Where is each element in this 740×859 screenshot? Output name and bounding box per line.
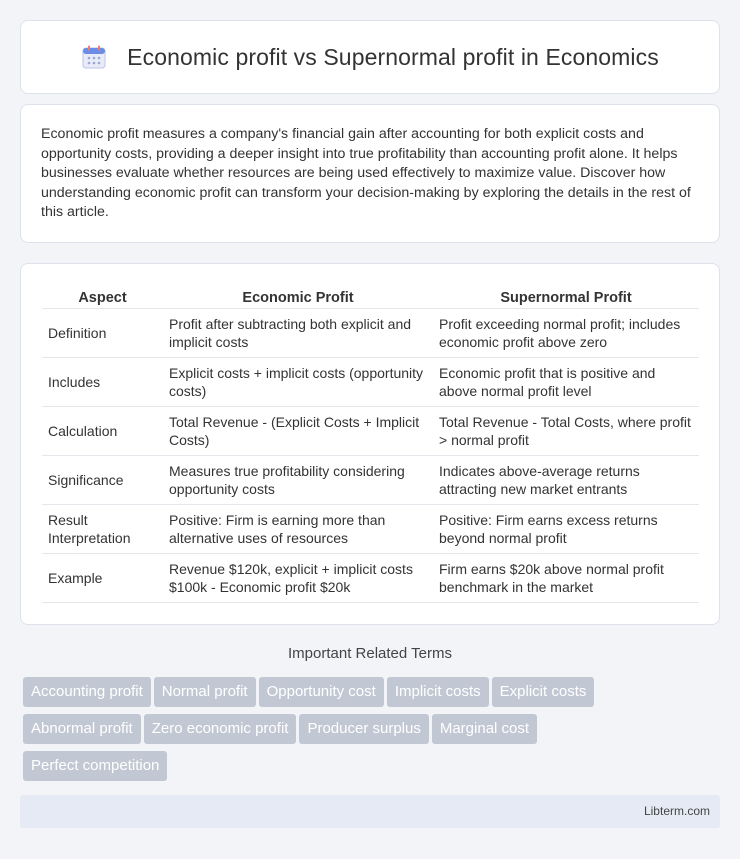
intro-card [20,104,720,243]
header-economic-profit: Economic Profit [163,284,433,308]
row-economic: Profit after subtracting both explicit and implicit costs [163,308,433,357]
tag-normal-profit[interactable]: Normal profit [154,677,256,707]
row-supernormal: Indicates above-average returns attracting new market entrants [433,455,699,504]
table-row [42,308,699,357]
row-aspect: Result Interpretation [42,504,163,553]
row-economic: Revenue $120k, explicit + implicit costs $100k - Economic profit $20k [163,553,433,602]
table-header-row [42,284,699,308]
header-aspect: Aspect [42,284,163,308]
comparison-table [42,284,699,603]
row-aspect: Calculation [42,406,163,455]
footer-site-link[interactable]: Libterm.com [643,804,710,818]
table-row [42,406,699,455]
tag-perfect-competition[interactable]: Perfect competition [23,751,167,781]
tag-marginal-cost[interactable]: Marginal cost [432,714,537,744]
calendar-icon [81,44,107,70]
tag-abnormal-profit[interactable]: Abnormal profit [23,714,141,744]
row-supernormal: Economic profit that is positive and above normal profit level [433,357,699,406]
tag-accounting-profit[interactable]: Accounting profit [23,677,151,707]
page-title: Economic profit vs Supernormal profit in Economics [127,43,659,70]
row-supernormal: Profit exceeding normal profit; includes economic profit above zero [433,308,699,357]
intro-text: Economic profit measures a company's financial gain after accounting for both explicit costs and opportunity costs, providing a deeper insight into true profitability than accounting profit alone. It helps businesses evaluate whether resources are being used effectively to maximize value. Discover how understanding economic profit can transform your decision-making by exploring the details in the rest of this article. [41,126,691,221]
comparison-card [20,263,720,625]
row-supernormal: Total Revenue - Total Costs, where profit > normal profit [433,406,699,455]
row-supernormal: Firm earns $20k above normal profit benchmark in the market [433,553,699,602]
header-supernormal-profit: Supernormal Profit [433,284,699,308]
row-aspect: Example [42,553,163,602]
row-economic: Positive: Firm is earning more than alternative uses of resources [163,504,433,553]
related-terms-title: Important Related Terms [288,645,452,662]
row-economic: Total Revenue - (Explicit Costs + Implicit Costs) [163,406,433,455]
tag-producer-surplus[interactable]: Producer surplus [299,714,428,744]
tag-explicit-costs[interactable]: Explicit costs [492,677,595,707]
row-economic: Explicit costs + implicit costs (opportunity costs) [163,357,433,406]
table-row [42,357,699,406]
row-aspect: Definition [42,308,163,357]
table-row [42,455,699,504]
row-supernormal: Positive: Firm earns excess returns beyond normal profit [433,504,699,553]
header-card [20,20,720,94]
row-economic: Measures true profitability considering opportunity costs [163,455,433,504]
footer [20,795,720,828]
tag-zero-economic-profit[interactable]: Zero economic profit [144,714,297,744]
table-row [42,504,699,553]
tag-opportunity-cost[interactable]: Opportunity cost [259,677,384,707]
tag-implicit-costs[interactable]: Implicit costs [387,677,489,707]
row-aspect: Includes [42,357,163,406]
related-terms-list [23,677,703,788]
row-aspect: Significance [42,455,163,504]
table-row [42,553,699,602]
